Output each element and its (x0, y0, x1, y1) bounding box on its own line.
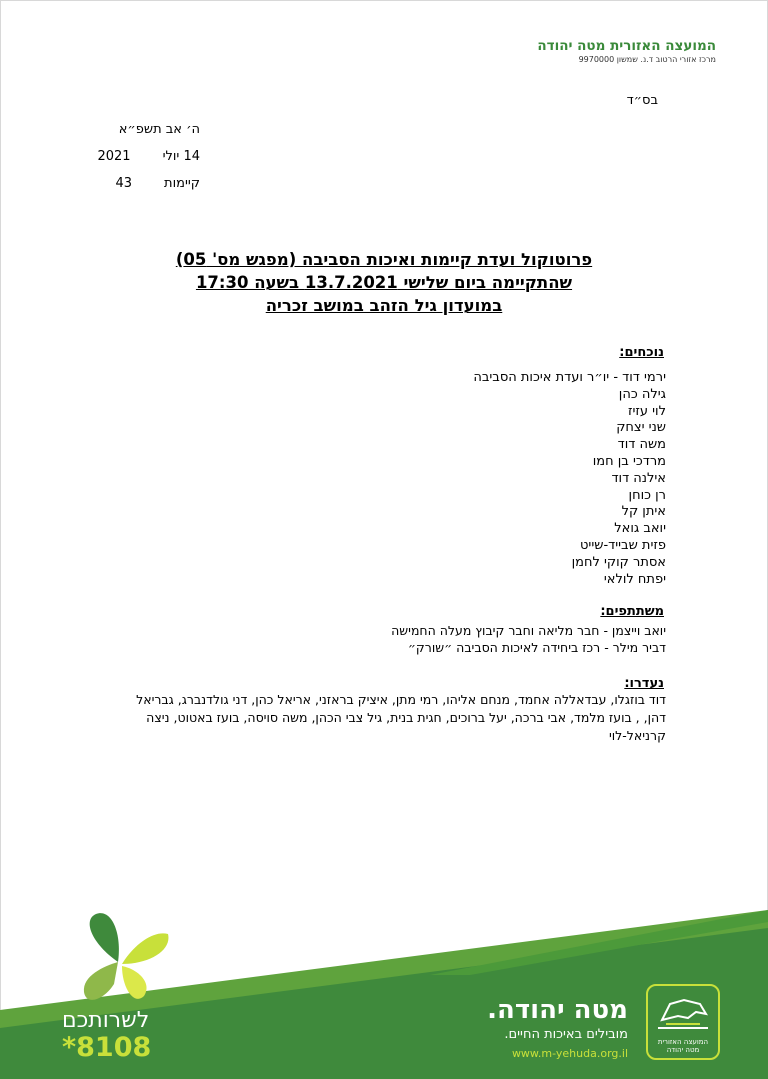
list-item: משה דוד (617, 437, 666, 453)
bsd-mark: בס״ד (626, 93, 658, 108)
title-line-1: פרוטוקול ועדת קיימות ואיכות הסביבה (מפגש מס' 05) (175, 250, 593, 269)
hotline-number[interactable]: *8108 (62, 1032, 152, 1063)
org-address: מרכז אזורי הרטוב ד.נ. שמשון 9970000 (578, 55, 716, 64)
list-item: יואב גואל (614, 521, 666, 537)
list-item: ירמי דוד - יו״ר ועדת איכות הסביבה (473, 370, 666, 385)
list-item: פזית שבייד-שייט (580, 537, 666, 553)
participants-label: משתתפים: (600, 604, 664, 619)
reference (40, 174, 200, 201)
list-item: איתן קל (621, 504, 666, 520)
list-item: מרדכי בן חמו (592, 453, 666, 469)
day-month: 14 יולי (162, 149, 200, 164)
council-emblem-icon (648, 990, 718, 1036)
logo-text-line-2: מטה יהודה (666, 1046, 700, 1054)
protocol-title (0, 248, 768, 317)
present-label: נוכחים: (619, 345, 664, 360)
absent-list: דוד בוזגלו, עבדאללה אחמד, מנחם אליהו, רמי מתן, איציק בראזני, אריאל כהן, דני גולדנברג, גבריאל דהן, , בועז מלמד, אבי ברכה, יעל ברוכים, חגית בנית, גיל צבי הכהן, משה סויסה, בועז באטוט, ניצה קרניאל-לוי (136, 692, 666, 743)
list-item: אילנה דוד (611, 470, 666, 486)
butterfly-icon (84, 913, 169, 1000)
org-name-header: המועצה האזורית מטה יהודה (537, 38, 716, 54)
council-logo-text (648, 1038, 718, 1054)
list-item: רן כוחן (628, 487, 666, 503)
department: קיימות (164, 176, 200, 191)
council-logo[interactable] (646, 984, 720, 1060)
participants-list (166, 622, 666, 656)
brand-name: מטה יהודה. (487, 995, 628, 1025)
gregorian-date (40, 147, 200, 174)
title-line-3: במועדון גיל הזהב במושב זכריה (265, 296, 503, 315)
list-item: שני יצחק (616, 420, 666, 436)
logo-text-line-1: המועצה האזורית (657, 1038, 709, 1046)
list-item: יפתח לולאי (603, 571, 666, 587)
absent-label: נעדרו: (624, 676, 664, 691)
date-block (40, 120, 200, 201)
title-line-2: שהתקיימה ביום שלישי 13.7.2021 בשעה 17:30 (195, 273, 573, 292)
list-item: גילה כהן (618, 386, 666, 402)
reference-number: 43 (115, 176, 133, 191)
list-item: דביר מילר - רכז ביחידה לאיכות הסביבה ״שורק״ (407, 640, 666, 655)
list-item: לוי עזיז (627, 403, 666, 419)
hebrew-date: ה׳ אב תשפ״א (118, 122, 200, 137)
list-item: אסתר קוקי לחמן (571, 554, 666, 570)
brand-tagline: מובילים באיכות החיים. (504, 1027, 628, 1042)
present-list (266, 370, 666, 588)
website-link[interactable]: www.m-yehuda.org.il (511, 1047, 628, 1060)
list-item: יואב וייצמן - חבר מליאה וחבר קיבוץ מעלה החמישה (391, 623, 666, 638)
hotline-label: לשרותכם (62, 1008, 150, 1033)
year: 2021 (97, 149, 131, 164)
